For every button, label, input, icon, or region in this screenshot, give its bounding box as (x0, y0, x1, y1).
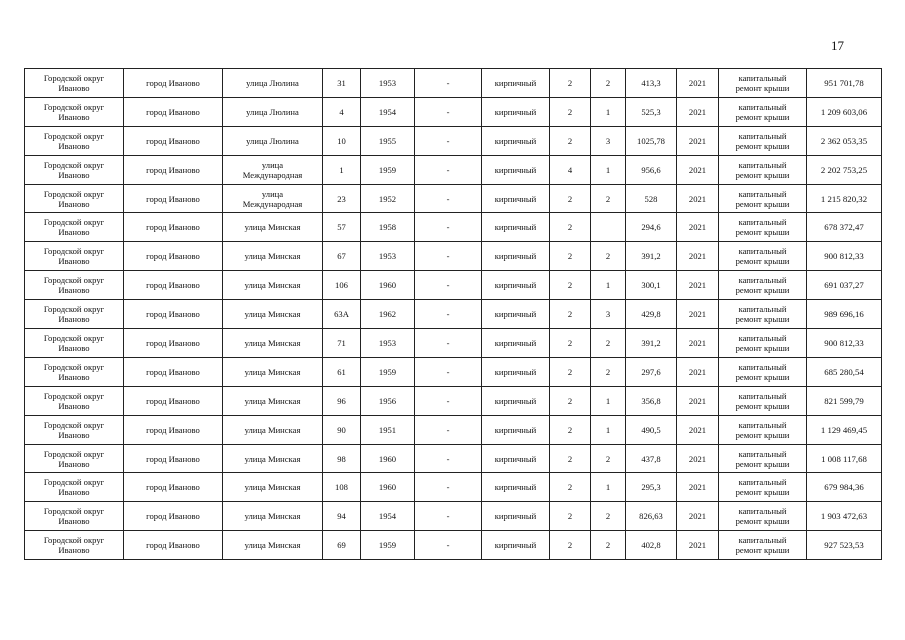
table-body (25, 69, 882, 560)
cost-cell: 685 280,54 (807, 357, 882, 386)
work-type-cell: капитальный ремонт крыши (719, 415, 807, 444)
table-row (25, 386, 882, 415)
plan-year-cell: 2021 (677, 155, 719, 184)
build-year-cell: 1960 (361, 444, 415, 473)
district-cell: Городской округ Иваново (25, 97, 124, 126)
area-cell: 826,63 (626, 502, 677, 531)
city-cell: город Иваново (124, 126, 223, 155)
table-row (25, 473, 882, 502)
entrances-cell: 1 (591, 271, 626, 300)
placeholder-dash-cell: - (415, 213, 482, 242)
work-type-cell: капитальный ремонт крыши (719, 531, 807, 560)
house-number-cell: 23 (323, 184, 361, 213)
table-row (25, 184, 882, 213)
entrances-cell: 2 (591, 242, 626, 271)
house-number-cell: 106 (323, 271, 361, 300)
table-row (25, 502, 882, 531)
placeholder-dash-cell: - (415, 444, 482, 473)
floors-cell: 2 (550, 271, 591, 300)
area-cell: 402,8 (626, 531, 677, 560)
district-cell: Городской округ Иваново (25, 271, 124, 300)
area-cell: 297,6 (626, 357, 677, 386)
entrances-cell: 1 (591, 473, 626, 502)
plan-year-cell: 2021 (677, 386, 719, 415)
plan-year-cell: 2021 (677, 126, 719, 155)
area-cell: 437,8 (626, 444, 677, 473)
entrances-cell: 1 (591, 415, 626, 444)
plan-year-cell: 2021 (677, 415, 719, 444)
entrances-cell: 1 (591, 155, 626, 184)
table-row (25, 531, 882, 560)
build-year-cell: 1955 (361, 126, 415, 155)
floors-cell: 4 (550, 155, 591, 184)
district-cell: Городской округ Иваново (25, 473, 124, 502)
work-type-cell: капитальный ремонт крыши (719, 357, 807, 386)
entrances-cell: 2 (591, 184, 626, 213)
cost-cell: 1 129 469,45 (807, 415, 882, 444)
placeholder-dash-cell: - (415, 97, 482, 126)
district-cell: Городской округ Иваново (25, 213, 124, 242)
city-cell: город Иваново (124, 69, 223, 98)
floors-cell: 2 (550, 300, 591, 329)
build-year-cell: 1954 (361, 502, 415, 531)
area-cell: 956,6 (626, 155, 677, 184)
table-row (25, 126, 882, 155)
house-number-cell: 71 (323, 329, 361, 358)
area-cell: 356,8 (626, 386, 677, 415)
city-cell: город Иваново (124, 97, 223, 126)
wall-material-cell: кирпичный (482, 473, 550, 502)
housing-repair-table (24, 68, 882, 560)
cost-cell: 927 523,53 (807, 531, 882, 560)
entrances-cell: 2 (591, 444, 626, 473)
page-number: 17 (831, 38, 844, 53)
floors-cell: 2 (550, 242, 591, 271)
street-cell: улица Минская (223, 271, 323, 300)
city-cell: город Иваново (124, 386, 223, 415)
city-cell: город Иваново (124, 329, 223, 358)
wall-material-cell: кирпичный (482, 386, 550, 415)
table-row (25, 271, 882, 300)
street-cell: улица Люлина (223, 69, 323, 98)
table-row (25, 242, 882, 271)
house-number-cell: 1 (323, 155, 361, 184)
plan-year-cell: 2021 (677, 213, 719, 242)
plan-year-cell: 2021 (677, 444, 719, 473)
wall-material-cell: кирпичный (482, 300, 550, 329)
table-row (25, 155, 882, 184)
entrances-cell: 2 (591, 357, 626, 386)
entrances-cell: 3 (591, 300, 626, 329)
entrances-cell: 2 (591, 531, 626, 560)
placeholder-dash-cell: - (415, 126, 482, 155)
cost-cell: 691 037,27 (807, 271, 882, 300)
placeholder-dash-cell: - (415, 415, 482, 444)
wall-material-cell: кирпичный (482, 502, 550, 531)
district-cell: Городской округ Иваново (25, 502, 124, 531)
house-number-cell: 57 (323, 213, 361, 242)
work-type-cell: капитальный ремонт крыши (719, 444, 807, 473)
street-cell: улица Минская (223, 386, 323, 415)
street-cell: улица Минская (223, 242, 323, 271)
wall-material-cell: кирпичный (482, 329, 550, 358)
wall-material-cell: кирпичный (482, 271, 550, 300)
table-row (25, 69, 882, 98)
area-cell: 490,5 (626, 415, 677, 444)
placeholder-dash-cell: - (415, 155, 482, 184)
plan-year-cell: 2021 (677, 242, 719, 271)
city-cell: город Иваново (124, 415, 223, 444)
city-cell: город Иваново (124, 531, 223, 560)
wall-material-cell: кирпичный (482, 126, 550, 155)
table-row (25, 213, 882, 242)
work-type-cell: капитальный ремонт крыши (719, 97, 807, 126)
street-cell: улица Минская (223, 502, 323, 531)
city-cell: город Иваново (124, 502, 223, 531)
work-type-cell: капитальный ремонт крыши (719, 300, 807, 329)
entrances-cell: 2 (591, 329, 626, 358)
district-cell: Городской округ Иваново (25, 415, 124, 444)
house-number-cell: 90 (323, 415, 361, 444)
table-row (25, 329, 882, 358)
wall-material-cell: кирпичный (482, 357, 550, 386)
street-cell: улица Минская (223, 415, 323, 444)
house-number-cell: 4 (323, 97, 361, 126)
house-number-cell: 31 (323, 69, 361, 98)
street-cell: улица Минская (223, 473, 323, 502)
build-year-cell: 1956 (361, 386, 415, 415)
cost-cell: 2 362 053,35 (807, 126, 882, 155)
cost-cell: 821 599,79 (807, 386, 882, 415)
placeholder-dash-cell: - (415, 329, 482, 358)
district-cell: Городской округ Иваново (25, 357, 124, 386)
district-cell: Городской округ Иваново (25, 126, 124, 155)
work-type-cell: капитальный ремонт крыши (719, 184, 807, 213)
floors-cell: 2 (550, 184, 591, 213)
wall-material-cell: кирпичный (482, 184, 550, 213)
area-cell: 294,6 (626, 213, 677, 242)
cost-cell: 679 984,36 (807, 473, 882, 502)
cost-cell: 1 008 117,68 (807, 444, 882, 473)
cost-cell: 1 903 472,63 (807, 502, 882, 531)
area-cell: 429,8 (626, 300, 677, 329)
city-cell: город Иваново (124, 271, 223, 300)
area-cell: 300,1 (626, 271, 677, 300)
street-cell: улица Минская (223, 329, 323, 358)
floors-cell: 2 (550, 415, 591, 444)
build-year-cell: 1958 (361, 213, 415, 242)
city-cell: город Иваново (124, 444, 223, 473)
house-number-cell: 67 (323, 242, 361, 271)
city-cell: город Иваново (124, 184, 223, 213)
city-cell: город Иваново (124, 213, 223, 242)
district-cell: Городской округ Иваново (25, 242, 124, 271)
entrances-cell (591, 213, 626, 242)
area-cell: 528 (626, 184, 677, 213)
street-cell: улица Международная (223, 155, 323, 184)
work-type-cell: капитальный ремонт крыши (719, 502, 807, 531)
build-year-cell: 1952 (361, 184, 415, 213)
build-year-cell: 1954 (361, 97, 415, 126)
floors-cell: 2 (550, 329, 591, 358)
house-number-cell: 98 (323, 444, 361, 473)
plan-year-cell: 2021 (677, 300, 719, 329)
city-cell: город Иваново (124, 155, 223, 184)
floors-cell: 2 (550, 386, 591, 415)
entrances-cell: 1 (591, 386, 626, 415)
entrances-cell: 2 (591, 502, 626, 531)
entrances-cell: 1 (591, 97, 626, 126)
house-number-cell: 108 (323, 473, 361, 502)
plan-year-cell: 2021 (677, 69, 719, 98)
street-cell: улица Люлина (223, 97, 323, 126)
work-type-cell: капитальный ремонт крыши (719, 242, 807, 271)
wall-material-cell: кирпичный (482, 415, 550, 444)
wall-material-cell: кирпичный (482, 444, 550, 473)
district-cell: Городской округ Иваново (25, 155, 124, 184)
wall-material-cell: кирпичный (482, 155, 550, 184)
work-type-cell: капитальный ремонт крыши (719, 329, 807, 358)
plan-year-cell: 2021 (677, 329, 719, 358)
work-type-cell: капитальный ремонт крыши (719, 386, 807, 415)
area-cell: 391,2 (626, 242, 677, 271)
area-cell: 525,3 (626, 97, 677, 126)
district-cell: Городской округ Иваново (25, 531, 124, 560)
wall-material-cell: кирпичный (482, 213, 550, 242)
plan-year-cell: 2021 (677, 184, 719, 213)
placeholder-dash-cell: - (415, 473, 482, 502)
floors-cell: 2 (550, 473, 591, 502)
work-type-cell: капитальный ремонт крыши (719, 69, 807, 98)
cost-cell: 678 372,47 (807, 213, 882, 242)
district-cell: Городской округ Иваново (25, 69, 124, 98)
cost-cell: 900 812,33 (807, 329, 882, 358)
house-number-cell: 10 (323, 126, 361, 155)
floors-cell: 2 (550, 126, 591, 155)
build-year-cell: 1951 (361, 415, 415, 444)
placeholder-dash-cell: - (415, 386, 482, 415)
street-cell: улица Минская (223, 531, 323, 560)
build-year-cell: 1959 (361, 155, 415, 184)
build-year-cell: 1962 (361, 300, 415, 329)
plan-year-cell: 2021 (677, 473, 719, 502)
build-year-cell: 1953 (361, 242, 415, 271)
build-year-cell: 1953 (361, 69, 415, 98)
city-cell: город Иваново (124, 242, 223, 271)
wall-material-cell: кирпичный (482, 242, 550, 271)
work-type-cell: капитальный ремонт крыши (719, 213, 807, 242)
work-type-cell: капитальный ремонт крыши (719, 473, 807, 502)
floors-cell: 2 (550, 502, 591, 531)
floors-cell: 2 (550, 213, 591, 242)
district-cell: Городской округ Иваново (25, 184, 124, 213)
city-cell: город Иваново (124, 357, 223, 386)
plan-year-cell: 2021 (677, 502, 719, 531)
district-cell: Городской округ Иваново (25, 300, 124, 329)
cost-cell: 951 701,78 (807, 69, 882, 98)
placeholder-dash-cell: - (415, 300, 482, 329)
district-cell: Городской округ Иваново (25, 444, 124, 473)
wall-material-cell: кирпичный (482, 69, 550, 98)
build-year-cell: 1960 (361, 473, 415, 502)
wall-material-cell: кирпичный (482, 531, 550, 560)
area-cell: 413,3 (626, 69, 677, 98)
city-cell: город Иваново (124, 473, 223, 502)
plan-year-cell: 2021 (677, 357, 719, 386)
cost-cell: 1 215 820,32 (807, 184, 882, 213)
floors-cell: 2 (550, 357, 591, 386)
floors-cell: 2 (550, 69, 591, 98)
floors-cell: 2 (550, 97, 591, 126)
work-type-cell: капитальный ремонт крыши (719, 271, 807, 300)
placeholder-dash-cell: - (415, 69, 482, 98)
cost-cell: 2 202 753,25 (807, 155, 882, 184)
area-cell: 295,3 (626, 473, 677, 502)
street-cell: улица Минская (223, 444, 323, 473)
floors-cell: 2 (550, 531, 591, 560)
street-cell: улица Люлина (223, 126, 323, 155)
table-row (25, 415, 882, 444)
house-number-cell: 94 (323, 502, 361, 531)
house-number-cell: 69 (323, 531, 361, 560)
build-year-cell: 1960 (361, 271, 415, 300)
street-cell: улица Международная (223, 184, 323, 213)
wall-material-cell: кирпичный (482, 97, 550, 126)
placeholder-dash-cell: - (415, 184, 482, 213)
plan-year-cell: 2021 (677, 271, 719, 300)
house-number-cell: 96 (323, 386, 361, 415)
street-cell: улица Минская (223, 213, 323, 242)
placeholder-dash-cell: - (415, 531, 482, 560)
placeholder-dash-cell: - (415, 502, 482, 531)
district-cell: Городской округ Иваново (25, 386, 124, 415)
build-year-cell: 1953 (361, 329, 415, 358)
house-number-cell: 61 (323, 357, 361, 386)
floors-cell: 2 (550, 444, 591, 473)
placeholder-dash-cell: - (415, 271, 482, 300)
table-row (25, 97, 882, 126)
cost-cell: 1 209 603,06 (807, 97, 882, 126)
table-row (25, 300, 882, 329)
plan-year-cell: 2021 (677, 531, 719, 560)
work-type-cell: капитальный ремонт крыши (719, 155, 807, 184)
area-cell: 1025,78 (626, 126, 677, 155)
work-type-cell: капитальный ремонт крыши (719, 126, 807, 155)
plan-year-cell: 2021 (677, 97, 719, 126)
street-cell: улица Минская (223, 300, 323, 329)
table-row (25, 444, 882, 473)
placeholder-dash-cell: - (415, 357, 482, 386)
build-year-cell: 1959 (361, 531, 415, 560)
entrances-cell: 3 (591, 126, 626, 155)
street-cell: улица Минская (223, 357, 323, 386)
house-number-cell: 63А (323, 300, 361, 329)
city-cell: город Иваново (124, 300, 223, 329)
entrances-cell: 2 (591, 69, 626, 98)
cost-cell: 900 812,33 (807, 242, 882, 271)
placeholder-dash-cell: - (415, 242, 482, 271)
district-cell: Городской округ Иваново (25, 329, 124, 358)
build-year-cell: 1959 (361, 357, 415, 386)
area-cell: 391,2 (626, 329, 677, 358)
cost-cell: 989 696,16 (807, 300, 882, 329)
table-row (25, 357, 882, 386)
